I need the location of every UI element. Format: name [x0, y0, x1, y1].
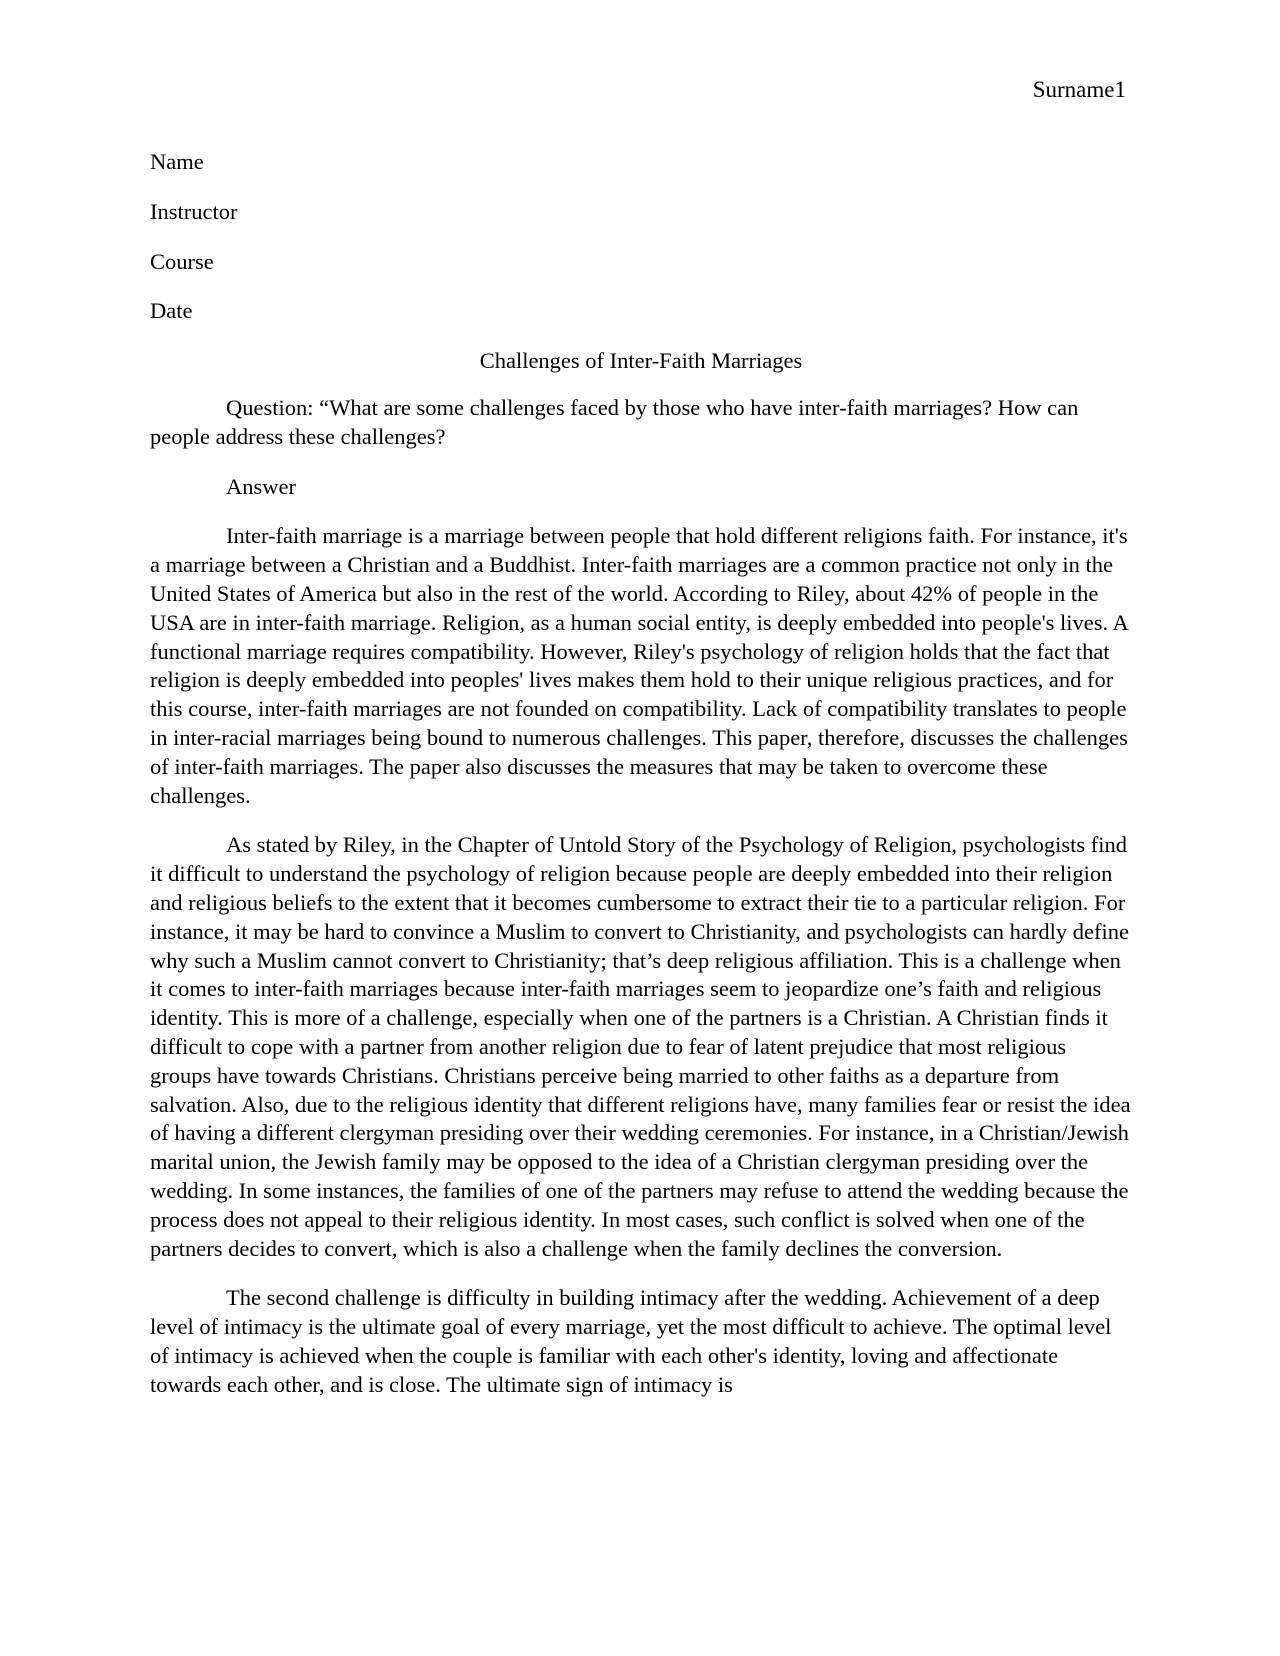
- body-paragraph-1: Inter-faith marriage is a marriage between people that hold different religions faith. For instance, it's a marriage between a Christian and a Buddhist. Inter-faith marriages are a common practice not only in the United States of America but also in the rest of the world. According to Riley, about 42% of people in the USA are in inter-faith marriage. Religion, as a human social entity, is deeply embedded into people's lives. A functional marriage requires compatibility. However, Riley's psychology of religion holds that the fact that religion is deeply embedded into peoples' lives makes them hold to their unique religious practices, and for this course, inter-faith marriages are not founded on compatibility. Lack of compatibility translates to people in inter-racial marriages being bound to numerous challenges. This paper, therefore, discusses the challenges of inter-faith marriages. The paper also discusses the measures that may be taken to overcome these challenges.: [150, 523, 1128, 808]
- document-title: Challenges of Inter-Faith Marriages: [479, 348, 803, 374]
- document-body: [150, 148, 1132, 1420]
- running-head: Surname1: [1032, 77, 1126, 102]
- question-paragraph: Question: “What are some challenges faced by those who have inter-faith marriages? How can people address these challenges?: [150, 394, 1079, 449]
- body-paragraph-3: The second challenge is difficulty in building intimacy after the wedding. Achievement of a deep level of intimacy is the ultimate goal of every marriage, yet the most difficult to achieve. The optimal level of intimacy is achieved when the couple is familiar with each other's identity, loving and affectionate towards each other, and is close. The ultimate sign of intimacy is: [150, 1285, 1112, 1397]
- answer-label: Answer: [226, 473, 296, 499]
- student-name: Name: [150, 149, 204, 174]
- date-line: Date: [150, 298, 193, 324]
- instructor-name: Instructor: [150, 198, 238, 224]
- body-paragraph-2: As stated by Riley, in the Chapter of Untold Story of the Psychology of Religion, psychologists find it difficult to understand the psychology of religion because people are deeply embedded into their religion and religious beliefs to the extent that it becomes cumbersome to extract their tie to a particular religion. For instance, it may be hard to convince a Muslim to convert to Christianity, and psychologists can hardly define why such a Muslim cannot convert to Christianity; that’s deep religious affiliation. This is a challenge when it comes to inter-faith marriages because inter-faith marriages seem to jeopardize one’s faith and religious identity. This is more of a challenge, especially when one of the partners is a Christian. A Christian finds it difficult to cope with a partner from another religion due to fear of latent prejudice that most religious groups have towards Christians. Christians perceive being married to other faiths as a departure from salvation. Also, due to the religious identity that different religions have, many families fear or resist the idea of having a different clergyman presiding over their wedding ceremonies. For instance, in a Christian/Jewish marital union, the Jewish family may be opposed to the idea of a Christian clergyman presiding over the wedding. In some instances, the families of one of the partners may refuse to attend the wedding because the process does not appeal to their religious identity. In most cases, such conflict is solved when one of the partners decides to convert, which is also a challenge when the family declines the conversion.: [150, 832, 1131, 1261]
- course-name: Course: [150, 248, 214, 274]
